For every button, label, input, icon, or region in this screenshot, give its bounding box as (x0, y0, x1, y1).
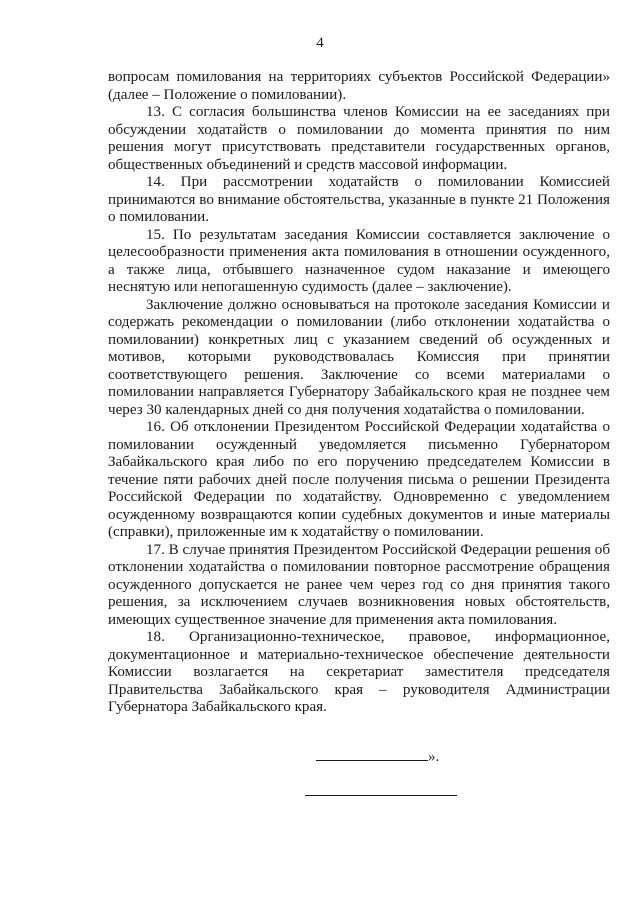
end-divider-line (305, 795, 457, 796)
page-number: 4 (316, 35, 324, 51)
document-body (108, 69, 610, 717)
paragraph-15: 15. По результатам заседания Комиссии составляется заключение о целесообразности применения акта помилования в отношении осужденного, а также лица, отбывшего назначенное судом наказание и имеющего неснятую или непогашенную судимость (далее – заключение). (108, 226, 610, 295)
paragraph-18: 18. Организационно-техническое, правовое, информационное, документационное и материально-техническое обеспечение деятельности Комиссии возлагается на секретариат заместителя председателя Правительства Забайкальского края – руководителя Администрации Губернатора Забайкальского края. (108, 629, 610, 715)
paragraph-13: 13. С согласия большинства членов Комиссии на ее заседаниях при обсуждении ходатайств о помиловании до момента принятия по ним решения могут присутствовать представители государственных органов, общественных объединений и средств массовой информации. (108, 104, 610, 173)
closing-blank-underline (316, 748, 428, 761)
paragraph-14: 14. При рассмотрении ходатайств о помиловании Комиссией принимаются во внимание обстоятельства, указанные в пункте 21 Положения о помиловании. (108, 174, 610, 225)
closing-line (316, 748, 439, 766)
paragraph-continuation: вопросам помилования на территориях субъектов Российской Федерации» (далее – Положение о помиловании). (108, 69, 610, 103)
paragraph-17: 17. В случае принятия Президентом Российской Федерации решения об отклонении ходатайства о помиловании повторное рассмотрение обращения осужденного допускается не ранее чем через год со дня принятия такого решения, за исключением случаев возникновения новых обстоятельств, имеющих существенное значение для применения акта помилования. (108, 541, 610, 628)
closing-quote-mark: ». (428, 749, 440, 765)
paragraph-16: 16. Об отклонении Президентом Российской Федерации ходатайства о помиловании осужденный уведомляется письменно Губернатором Забайкальского края либо по его поручению председателем Комиссии в течение пяти рабочих дней после получения письма о решении Президента Российской Федерации по ходатайству. Одновременно с уведомлением осужденному возвращаются копии судебных документов и иные материалы (справки), приложенные им к ходатайству о помиловании. (108, 419, 610, 540)
paragraph-15-conclusion: Заключение должно основываться на протоколе заседания Комиссии и содержать рекомендации о помиловании (либо отклонении ходатайства о помиловании) конкретных лиц с указанием сведений об осужденных и мотивов, которыми руководствовалась Комиссия при принятии соответствующего решения. Заключение со всеми материалами о помиловании направляется Губернатору Забайкальского края не позднее чем через 30 календарных дней со дня получения ходатайства о помиловании. (108, 296, 610, 418)
